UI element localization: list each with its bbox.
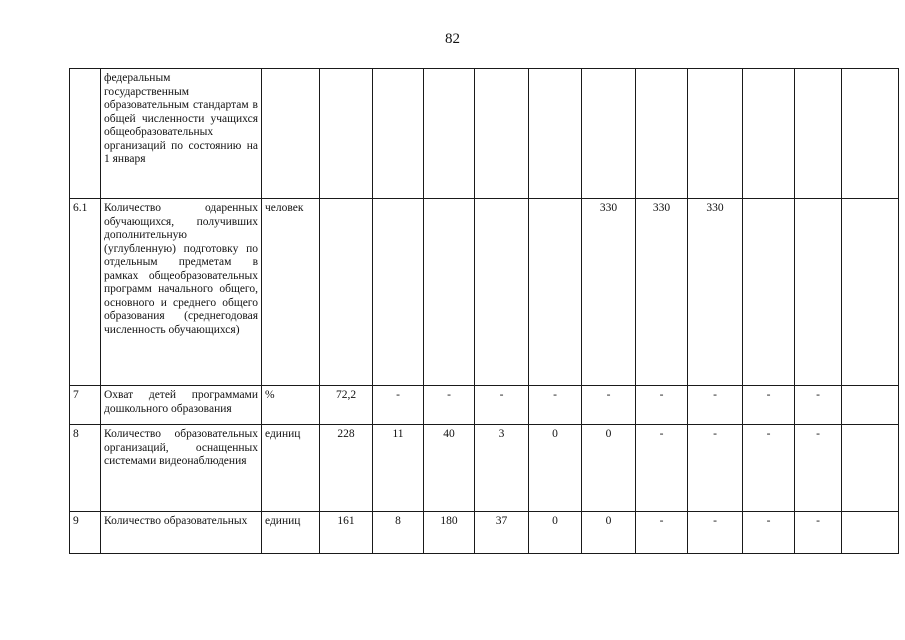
- value-cell: -: [688, 512, 743, 554]
- value-cell: [743, 69, 795, 199]
- value-cell: -: [475, 386, 529, 425]
- value-cell: 3: [475, 425, 529, 512]
- value-cell: -: [636, 425, 688, 512]
- value-cell: [795, 69, 842, 199]
- indicator-name-cell: Количество образовательных организаций, оснащенных системами видеонаблюдения: [101, 425, 262, 512]
- row-number-cell: 7: [70, 386, 101, 425]
- value-cell: [688, 69, 743, 199]
- table-body: [70, 69, 899, 554]
- unit-cell: единиц: [262, 425, 320, 512]
- value-cell: -: [424, 386, 475, 425]
- value-cell: [373, 199, 424, 386]
- value-cell: 0: [582, 512, 636, 554]
- value-cell: 330: [688, 199, 743, 386]
- value-cell: [424, 69, 475, 199]
- value-cell: -: [582, 386, 636, 425]
- value-cell: [842, 386, 899, 425]
- value-cell: 72,2: [320, 386, 373, 425]
- value-cell: [636, 69, 688, 199]
- unit-cell: единиц: [262, 512, 320, 554]
- value-cell: -: [743, 386, 795, 425]
- value-cell: [529, 69, 582, 199]
- value-cell: 0: [582, 425, 636, 512]
- value-cell: [475, 199, 529, 386]
- table-row: [70, 386, 899, 425]
- value-cell: [320, 69, 373, 199]
- row-number-cell: 9: [70, 512, 101, 554]
- indicator-name-cell: Количество одаренных обучающихся, получивших дополнительную (углубленную) подготовку по отдельным предметам в рамках общеобразовательных программ начального общего, основного и среднего общего образования (среднегодовая численность обучающихся): [101, 199, 262, 386]
- value-cell: 11: [373, 425, 424, 512]
- table-row: [70, 199, 899, 386]
- value-cell: [320, 199, 373, 386]
- indicator-name-cell: Охват детей программами дошкольного образования: [101, 386, 262, 425]
- row-number-cell: 8: [70, 425, 101, 512]
- value-cell: -: [373, 386, 424, 425]
- value-cell: [842, 425, 899, 512]
- table-row: [70, 425, 899, 512]
- row-number-cell: [70, 69, 101, 199]
- value-cell: -: [743, 512, 795, 554]
- value-cell: -: [743, 425, 795, 512]
- value-cell: -: [795, 425, 842, 512]
- value-cell: [795, 199, 842, 386]
- value-cell: 180: [424, 512, 475, 554]
- value-cell: 40: [424, 425, 475, 512]
- value-cell: [743, 199, 795, 386]
- unit-cell: [262, 69, 320, 199]
- unit-cell: человек: [262, 199, 320, 386]
- value-cell: 330: [582, 199, 636, 386]
- value-cell: -: [795, 386, 842, 425]
- value-cell: 330: [636, 199, 688, 386]
- value-cell: -: [688, 425, 743, 512]
- value-cell: -: [795, 512, 842, 554]
- indicator-name-cell: Количество образовательных: [101, 512, 262, 554]
- unit-cell: %: [262, 386, 320, 425]
- value-cell: 8: [373, 512, 424, 554]
- value-cell: [582, 69, 636, 199]
- value-cell: [842, 512, 899, 554]
- value-cell: [424, 199, 475, 386]
- value-cell: -: [636, 386, 688, 425]
- value-cell: 37: [475, 512, 529, 554]
- value-cell: [475, 69, 529, 199]
- value-cell: 0: [529, 512, 582, 554]
- value-cell: 228: [320, 425, 373, 512]
- value-cell: 0: [529, 425, 582, 512]
- value-cell: -: [529, 386, 582, 425]
- row-number-cell: 6.1: [70, 199, 101, 386]
- indicator-name-cell: федеральным государственным образовательным стандартам в общей численности учащихся общеобразовательных организаций по состоянию на 1 января: [101, 69, 262, 199]
- value-cell: -: [688, 386, 743, 425]
- value-cell: [842, 69, 899, 199]
- value-cell: [529, 199, 582, 386]
- table-row: [70, 512, 899, 554]
- value-cell: 161: [320, 512, 373, 554]
- value-cell: -: [636, 512, 688, 554]
- value-cell: [842, 199, 899, 386]
- page-number: 82: [445, 31, 460, 47]
- table-row: [70, 69, 899, 199]
- indicators-table: [69, 68, 899, 554]
- value-cell: [373, 69, 424, 199]
